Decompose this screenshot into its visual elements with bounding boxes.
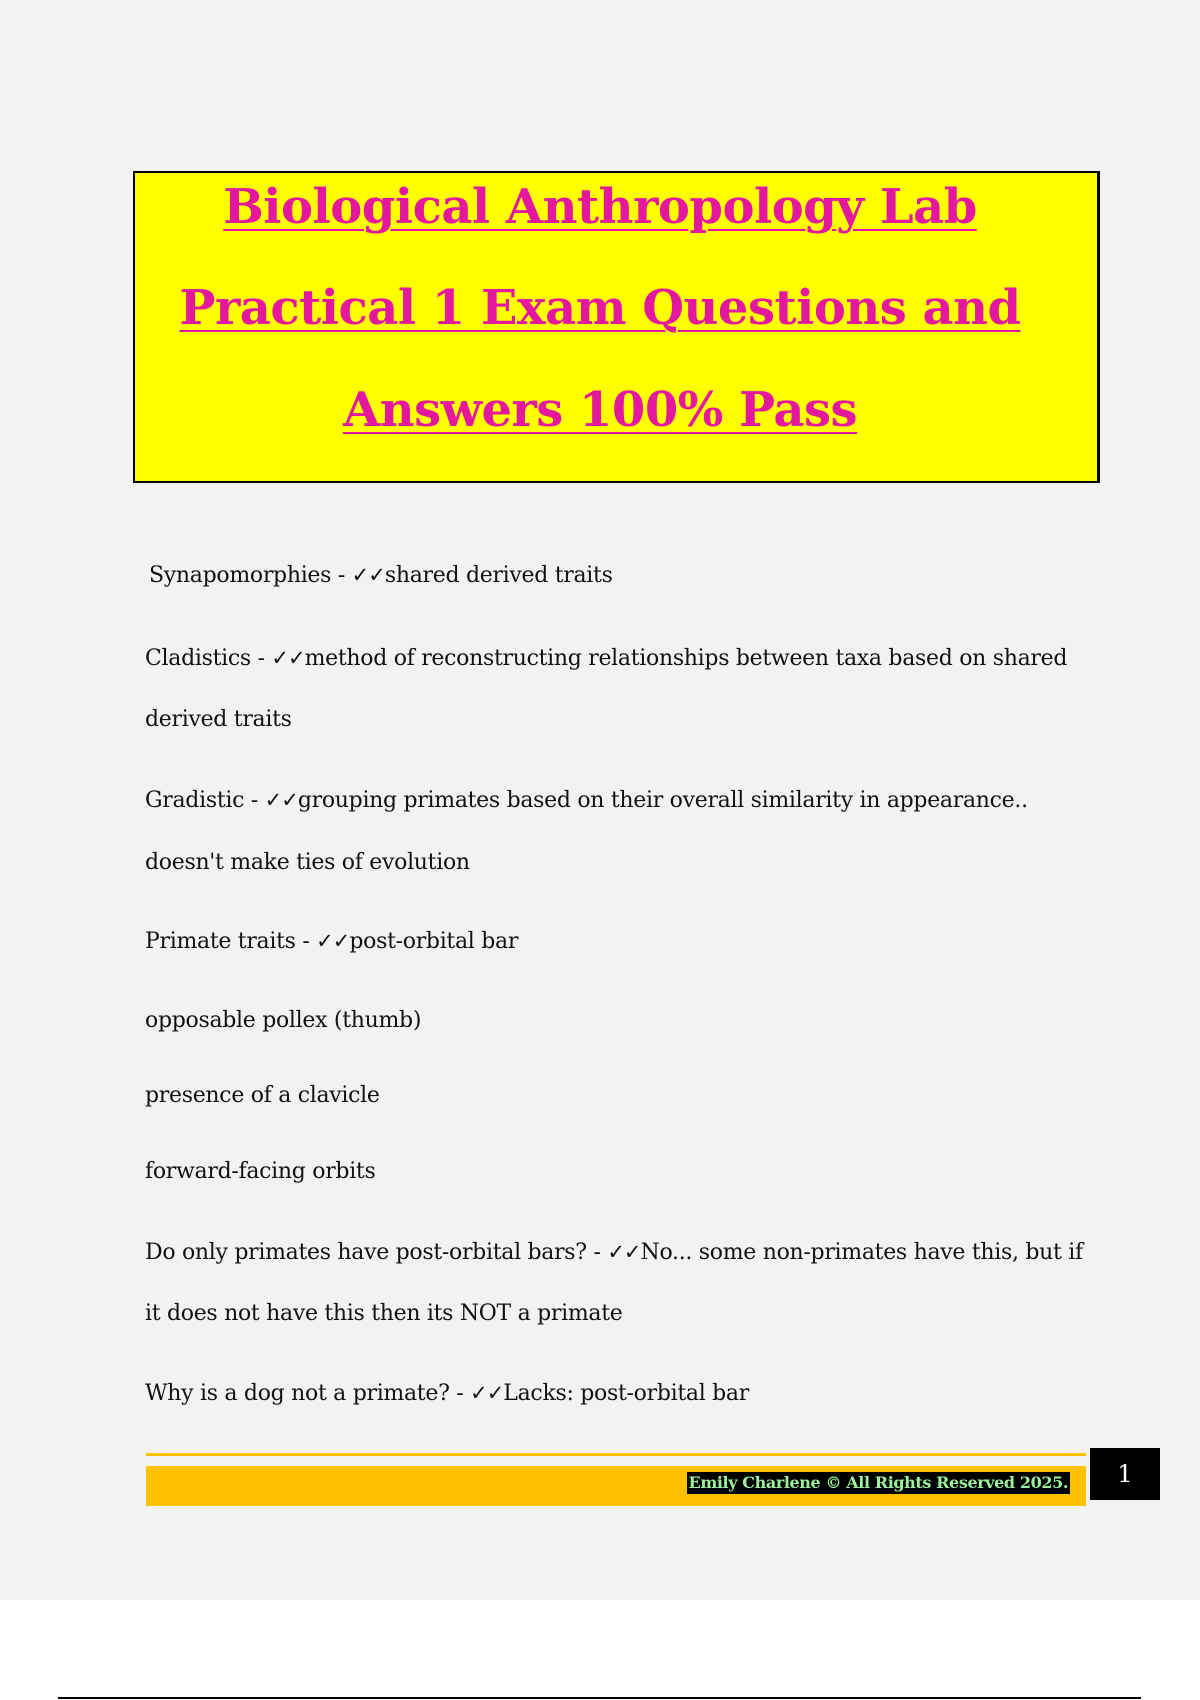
- check-icon: ✓✓: [351, 563, 385, 587]
- entry-dog-question: [145, 1381, 749, 1406]
- entry-continuation: presence of a clavicle: [145, 1083, 380, 1108]
- check-icon: ✓✓: [264, 788, 298, 812]
- footer-divider: [146, 1453, 1086, 1456]
- check-icon: ✓✓: [607, 1240, 641, 1264]
- page-number: 1: [1090, 1448, 1160, 1500]
- check-icon: ✓✓: [271, 646, 305, 670]
- page-separator: [58, 1697, 1141, 1699]
- entry-term: Gradistic -: [145, 788, 265, 813]
- entry-continuation: derived traits: [145, 707, 292, 732]
- entry-continuation: forward-facing orbits: [145, 1159, 376, 1184]
- entry-post-orbital-question: [145, 1240, 1083, 1265]
- entry-answer: Lacks: post-orbital bar: [503, 1381, 749, 1406]
- entry-term: Do only primates have post-orbital bars? -: [145, 1240, 608, 1265]
- entry-term: Cladistics -: [145, 646, 272, 671]
- entry-continuation: doesn't make ties of evolution: [145, 850, 470, 875]
- entry-answer: No... some non-primates have this, but if: [640, 1240, 1083, 1265]
- entry-answer: shared derived traits: [384, 563, 613, 588]
- entry-answer: post-orbital bar: [349, 929, 519, 954]
- entry-synapomorphies: [149, 563, 613, 588]
- entry-term: Synapomorphies -: [149, 563, 352, 588]
- title-line-3: Answers 100% Pass: [342, 382, 857, 438]
- footer-bar: [146, 1466, 1086, 1506]
- entry-continuation: it does not have this then its NOT a primate: [145, 1301, 623, 1326]
- check-icon: ✓✓: [470, 1381, 504, 1405]
- footer-copyright: Emily Charlene © All Rights Reserved 2025.: [688, 1473, 1068, 1492]
- entry-primate-traits: [145, 929, 518, 954]
- title-line-2: Practical 1 Exam Questions and: [179, 280, 1021, 336]
- entry-term: Why is a dog not a primate? -: [145, 1381, 471, 1406]
- entry-answer: method of reconstructing relationships between taxa based on shared: [304, 646, 1068, 671]
- check-icon: ✓✓: [316, 929, 350, 953]
- entry-cladistics: [145, 646, 1067, 671]
- entry-continuation: opposable pollex (thumb): [145, 1008, 422, 1033]
- entry-gradistic: [145, 788, 1028, 813]
- title-line-1: Biological Anthropology Lab: [223, 179, 977, 235]
- entry-term: Primate traits -: [145, 929, 317, 954]
- entry-answer: grouping primates based on their overall similarity in appearance..: [297, 788, 1028, 813]
